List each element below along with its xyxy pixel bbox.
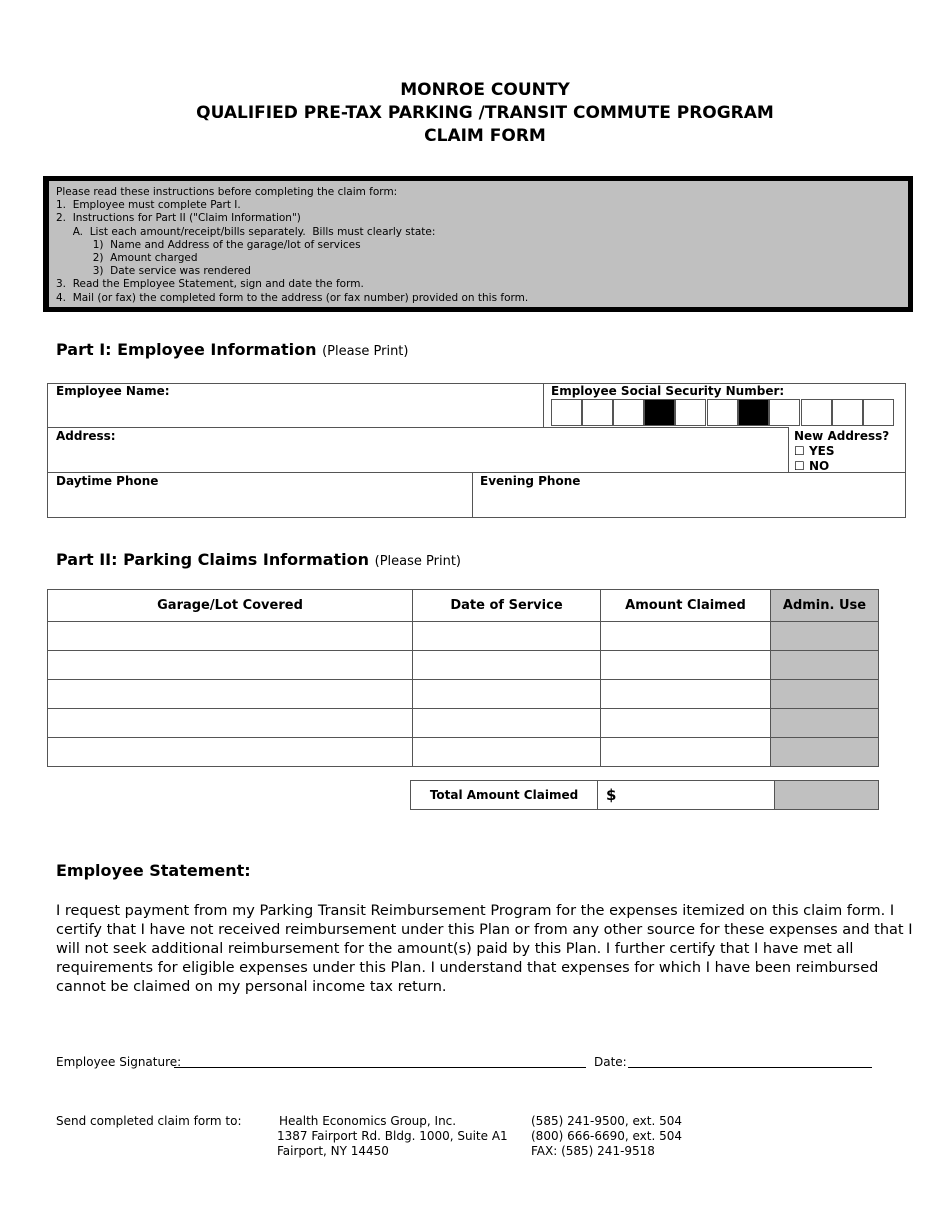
phone-line: (800) 666-6690, ext. 504 bbox=[531, 1129, 682, 1143]
instruction-line: 1. Employee must complete Part I. bbox=[56, 199, 241, 212]
daytime-phone-label: Daytime Phone bbox=[56, 474, 159, 488]
total-amount-field[interactable] bbox=[598, 781, 775, 810]
date-cell[interactable] bbox=[413, 680, 601, 709]
checkbox-icon[interactable]: ☐ bbox=[794, 459, 805, 473]
ssn-separator bbox=[644, 399, 675, 426]
garage-cell[interactable] bbox=[48, 738, 413, 767]
date-cell[interactable] bbox=[413, 651, 601, 680]
total-admin-cell bbox=[775, 781, 879, 810]
part1-note: (Please Print) bbox=[322, 344, 409, 359]
total-label: Total Amount Claimed bbox=[411, 781, 598, 810]
checkbox-icon[interactable]: ☐ bbox=[794, 444, 805, 458]
statement-text: I request payment from my Parking Transit Reimbursement Program for the expenses itemized on this claim form. I certify that I have not received reimbursement under this Plan or from any other source for these expenses and that I will not seek additional reimbursement for the amount(s) paid by this Plan. I further certify that I have met all requirements for eligible expenses under this Plan. I understand that expenses for which I have been reimbursed cannot be claimed on my personal income tax return. bbox=[56, 903, 913, 995]
date-cell[interactable] bbox=[413, 622, 601, 651]
statement-title: Employee Statement: bbox=[56, 861, 251, 880]
amount-cell[interactable] bbox=[601, 738, 771, 767]
title-county: MONROE COUNTY bbox=[400, 80, 570, 100]
evening-phone-label: Evening Phone bbox=[480, 474, 581, 488]
phone-line: (585) 241-9500, ext. 504 bbox=[531, 1114, 682, 1128]
employee-name-label: Employee Name: bbox=[56, 384, 170, 398]
amount-cell[interactable] bbox=[601, 622, 771, 651]
instruction-line: 4. Mail (or fax) the completed form to the address (or fax number) provided on this form. bbox=[56, 291, 529, 304]
send-address bbox=[277, 1114, 508, 1159]
claims-table bbox=[47, 589, 879, 767]
address-line: Fairport, NY 14450 bbox=[277, 1144, 389, 1158]
col-amount: Amount Claimed bbox=[601, 590, 771, 622]
ssn-digit[interactable] bbox=[769, 399, 800, 426]
amount-cell[interactable] bbox=[601, 680, 771, 709]
new-address-label: New Address? bbox=[794, 429, 890, 443]
ssn-digit[interactable] bbox=[801, 399, 832, 426]
instruction-line: A. List each amount/receipt/bills separately. Bills must clearly state: bbox=[56, 225, 436, 238]
no-label: NO bbox=[808, 459, 830, 473]
col-date: Date of Service bbox=[413, 590, 601, 622]
instruction-line: 2) Amount charged bbox=[56, 252, 198, 265]
date-line[interactable] bbox=[628, 1067, 872, 1068]
admin-cell bbox=[771, 738, 879, 767]
ssn-digit[interactable] bbox=[551, 399, 582, 426]
ssn-digit[interactable] bbox=[863, 399, 894, 426]
signature-line[interactable] bbox=[174, 1067, 586, 1068]
garage-cell[interactable] bbox=[48, 709, 413, 738]
admin-cell bbox=[771, 651, 879, 680]
table-row bbox=[48, 738, 879, 767]
date-cell[interactable] bbox=[413, 709, 601, 738]
table-row bbox=[48, 709, 879, 738]
part1-heading bbox=[56, 340, 408, 359]
ssn-digit[interactable] bbox=[582, 399, 613, 426]
address-field[interactable] bbox=[47, 427, 789, 473]
part2-title: Part II: Parking Claims Information bbox=[56, 550, 370, 569]
garage-cell[interactable] bbox=[48, 622, 413, 651]
part2-note: (Please Print) bbox=[374, 554, 461, 569]
admin-cell bbox=[771, 622, 879, 651]
part2-heading bbox=[56, 550, 461, 569]
instruction-line: 1) Name and Address of the garage/lot of services bbox=[56, 238, 361, 251]
part1-title: Part I: Employee Information bbox=[56, 340, 317, 359]
amount-cell[interactable] bbox=[601, 651, 771, 680]
instruction-line: Please read these instructions before completing the claim form: bbox=[56, 186, 398, 198]
garage-cell[interactable] bbox=[48, 651, 413, 680]
signature-label: Employee Signature: bbox=[56, 1055, 182, 1069]
new-address-yes[interactable] bbox=[794, 444, 834, 458]
date-cell[interactable] bbox=[413, 738, 601, 767]
send-label: Send completed claim form to: bbox=[56, 1114, 242, 1128]
admin-cell bbox=[771, 680, 879, 709]
title-form: CLAIM FORM bbox=[424, 126, 546, 146]
send-phones bbox=[531, 1114, 682, 1159]
amount-cell[interactable] bbox=[601, 709, 771, 738]
garage-cell[interactable] bbox=[48, 680, 413, 709]
instruction-line: 2. Instructions for Part II ("Claim Information") bbox=[56, 212, 301, 225]
instruction-line: 3. Read the Employee Statement, sign and date the form. bbox=[56, 278, 364, 291]
ssn-digit[interactable] bbox=[832, 399, 863, 426]
ssn-label: Employee Social Security Number: bbox=[551, 384, 785, 398]
address-line: 1387 Fairport Rd. Bldg. 1000, Suite A1 bbox=[277, 1129, 508, 1143]
new-address-no[interactable] bbox=[794, 459, 829, 473]
table-row bbox=[48, 622, 879, 651]
total-table bbox=[410, 780, 879, 810]
table-header-row bbox=[48, 590, 879, 622]
date-label: Date: bbox=[594, 1055, 627, 1069]
ssn-digit[interactable] bbox=[707, 399, 738, 426]
address-line: Health Economics Group, Inc. bbox=[279, 1114, 457, 1128]
admin-cell bbox=[771, 709, 879, 738]
title-program: QUALIFIED PRE-TAX PARKING /TRANSIT COMMUTE PROGRAM bbox=[196, 103, 774, 123]
address-label: Address: bbox=[56, 429, 116, 443]
table-row bbox=[48, 651, 879, 680]
yes-label: YES bbox=[808, 444, 835, 458]
col-admin: Admin. Use bbox=[771, 590, 879, 622]
currency-symbol: $ bbox=[606, 786, 617, 804]
table-row bbox=[48, 680, 879, 709]
instructions-box bbox=[43, 176, 913, 312]
ssn-separator bbox=[738, 399, 769, 426]
fax-line: FAX: (585) 241-9518 bbox=[531, 1144, 655, 1158]
col-garage: Garage/Lot Covered bbox=[48, 590, 413, 622]
instruction-line: 3) Date service was rendered bbox=[56, 265, 251, 278]
ssn-digit[interactable] bbox=[675, 399, 706, 426]
ssn-digit[interactable] bbox=[613, 399, 644, 426]
